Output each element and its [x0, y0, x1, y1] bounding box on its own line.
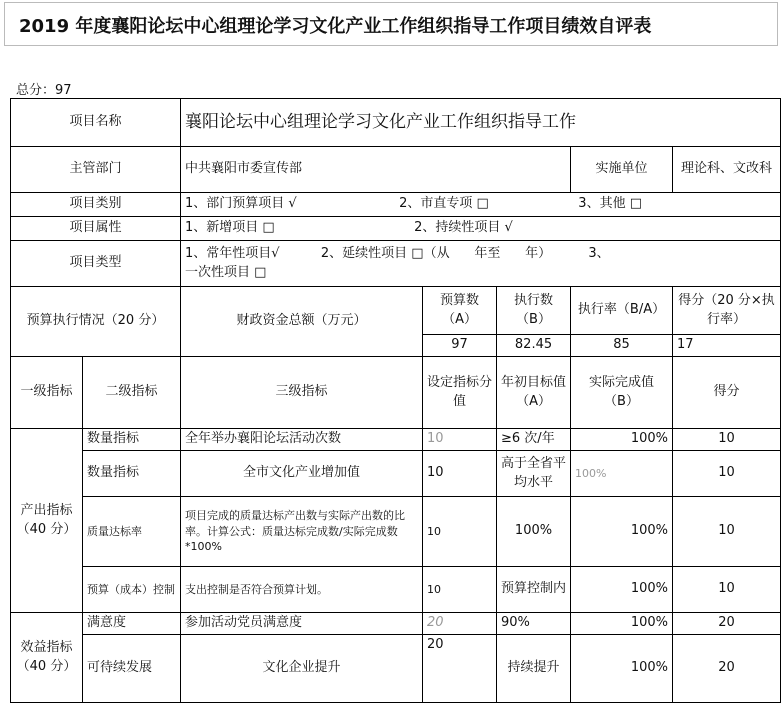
row-type: [11, 241, 781, 287]
preset-cell: 10: [423, 451, 497, 497]
table-row: [11, 635, 781, 703]
level3-cell: 支出控制是否符合预算计划。: [181, 567, 423, 613]
row-project-name: [11, 99, 781, 147]
actual-cell: 100%: [571, 635, 673, 703]
header-level3: 三级指标: [181, 357, 423, 429]
table-row: [11, 429, 781, 451]
dept-label: 主管部门: [11, 147, 181, 193]
header-level1: 一级指标: [11, 357, 83, 429]
preset-cell: 10: [423, 567, 497, 613]
table-row: [11, 451, 781, 497]
fund-label: 财政资金总额（万元）: [181, 287, 423, 357]
actual-cell: 100%: [571, 429, 673, 451]
impl-label: 实施单位: [571, 147, 673, 193]
level2-cell: 质量达标率: [83, 497, 181, 567]
row-budget-header: [11, 287, 781, 335]
budget-value-rate: 85: [571, 335, 673, 357]
attr-opt-1: 1、新增项目 □: [185, 220, 275, 236]
level3-cell: 全年举办襄阳论坛活动次数: [181, 429, 423, 451]
budget-header-score: 得分（20 分×执行率）: [673, 287, 781, 335]
target-cell: 高于全省平均水平: [497, 451, 571, 497]
level2-cell: 数量指标: [83, 451, 181, 497]
row-department: [11, 147, 781, 193]
target-cell: ≥6 次/年: [497, 429, 571, 451]
actual-cell: 100%: [571, 451, 673, 497]
score-cell: 10: [673, 429, 781, 451]
type-line-2: 一次性项目 □: [185, 264, 267, 280]
budget-header-b: 执行数（B）: [497, 287, 571, 335]
budget-value-a: 97: [423, 335, 497, 357]
level2-cell: 预算（成本）控制: [83, 567, 181, 613]
type-line-1: 1、常年性项目√ 2、延续性项目 □（从 年至 年） 3、: [185, 245, 610, 261]
category-label: 项目类别: [11, 193, 181, 217]
budget-header-a: 预算数（A）: [423, 287, 497, 335]
category-opt-1: 1、部门预算项目 √: [185, 196, 297, 212]
attr-opt-2: 2、持续性项目 √: [414, 220, 513, 236]
table-row: [11, 567, 781, 613]
target-cell: 预算控制内: [497, 567, 571, 613]
page-title: 2019 年度襄阳论坛中心组理论学习文化产业工作组织指导工作项目绩效自评表: [19, 16, 652, 37]
level3-cell: 项目完成的质量达标产出数与实际产出数的比率。计算公式：质量达标完成数/实际完成数*100%: [181, 497, 423, 567]
level1-output: 产出指标（40 分）: [11, 429, 83, 613]
preset-cell: 10: [423, 429, 497, 451]
target-cell: 100%: [497, 497, 571, 567]
target-cell: 持续提升: [497, 635, 571, 703]
dept-value: 中共襄阳市委宣传部: [181, 147, 571, 193]
category-opt-2: 2、市直专项 □: [399, 196, 489, 212]
total-score: 总分：97: [16, 83, 72, 98]
header-score: 得分: [673, 357, 781, 429]
actual-cell: 100%: [571, 613, 673, 635]
level2-cell: 数量指标: [83, 429, 181, 451]
category-opt-3: 3、其他 □: [578, 196, 642, 212]
score-cell: 10: [673, 451, 781, 497]
budget-header-rate: 执行率（B/A）: [571, 287, 673, 335]
type-label: 项目类型: [11, 241, 181, 287]
attr-label: 项目属性: [11, 217, 181, 241]
preset-cell: 20: [423, 613, 497, 635]
title-box: [4, 2, 778, 46]
row-attribute: [11, 217, 781, 241]
attr-options: [181, 217, 781, 241]
type-options: [181, 241, 781, 287]
score-cell: 10: [673, 567, 781, 613]
target-cell: 90%: [497, 613, 571, 635]
score-cell: 20: [673, 635, 781, 703]
budget-value-b: 82.45: [497, 335, 571, 357]
level3-cell: 参加活动党员满意度: [181, 613, 423, 635]
row-indicator-header: [11, 357, 781, 429]
level2-cell: 满意度: [83, 613, 181, 635]
table-row: [11, 613, 781, 635]
level1-benefit: 效益指标（40 分）: [11, 613, 83, 703]
header-target: 年初目标值（A）: [497, 357, 571, 429]
score-cell: 20: [673, 613, 781, 635]
evaluation-table: [10, 98, 781, 703]
impl-value: 理论科、文改科: [673, 147, 781, 193]
header-preset: 设定指标分值: [423, 357, 497, 429]
preset-cell: 10: [423, 497, 497, 567]
budget-value-score: 17: [673, 335, 781, 357]
header-actual: 实际完成值（B）: [571, 357, 673, 429]
project-name-value: 襄阳论坛中心组理论学习文化产业工作组织指导工作: [181, 99, 781, 147]
project-name-label: 项目名称: [11, 99, 181, 147]
table-row: [11, 497, 781, 567]
budget-label: 预算执行情况（20 分）: [11, 287, 181, 357]
category-options: [181, 193, 781, 217]
level2-cell: 可待续发展: [83, 635, 181, 703]
level3-cell: 全市文化产业增加值: [181, 451, 423, 497]
level3-cell: 文化企业提升: [181, 635, 423, 703]
actual-cell: 100%: [571, 497, 673, 567]
row-category: [11, 193, 781, 217]
actual-cell: 100%: [571, 567, 673, 613]
header-level2: 二级指标: [83, 357, 181, 429]
preset-cell: 20: [423, 635, 497, 703]
score-cell: 10: [673, 497, 781, 567]
